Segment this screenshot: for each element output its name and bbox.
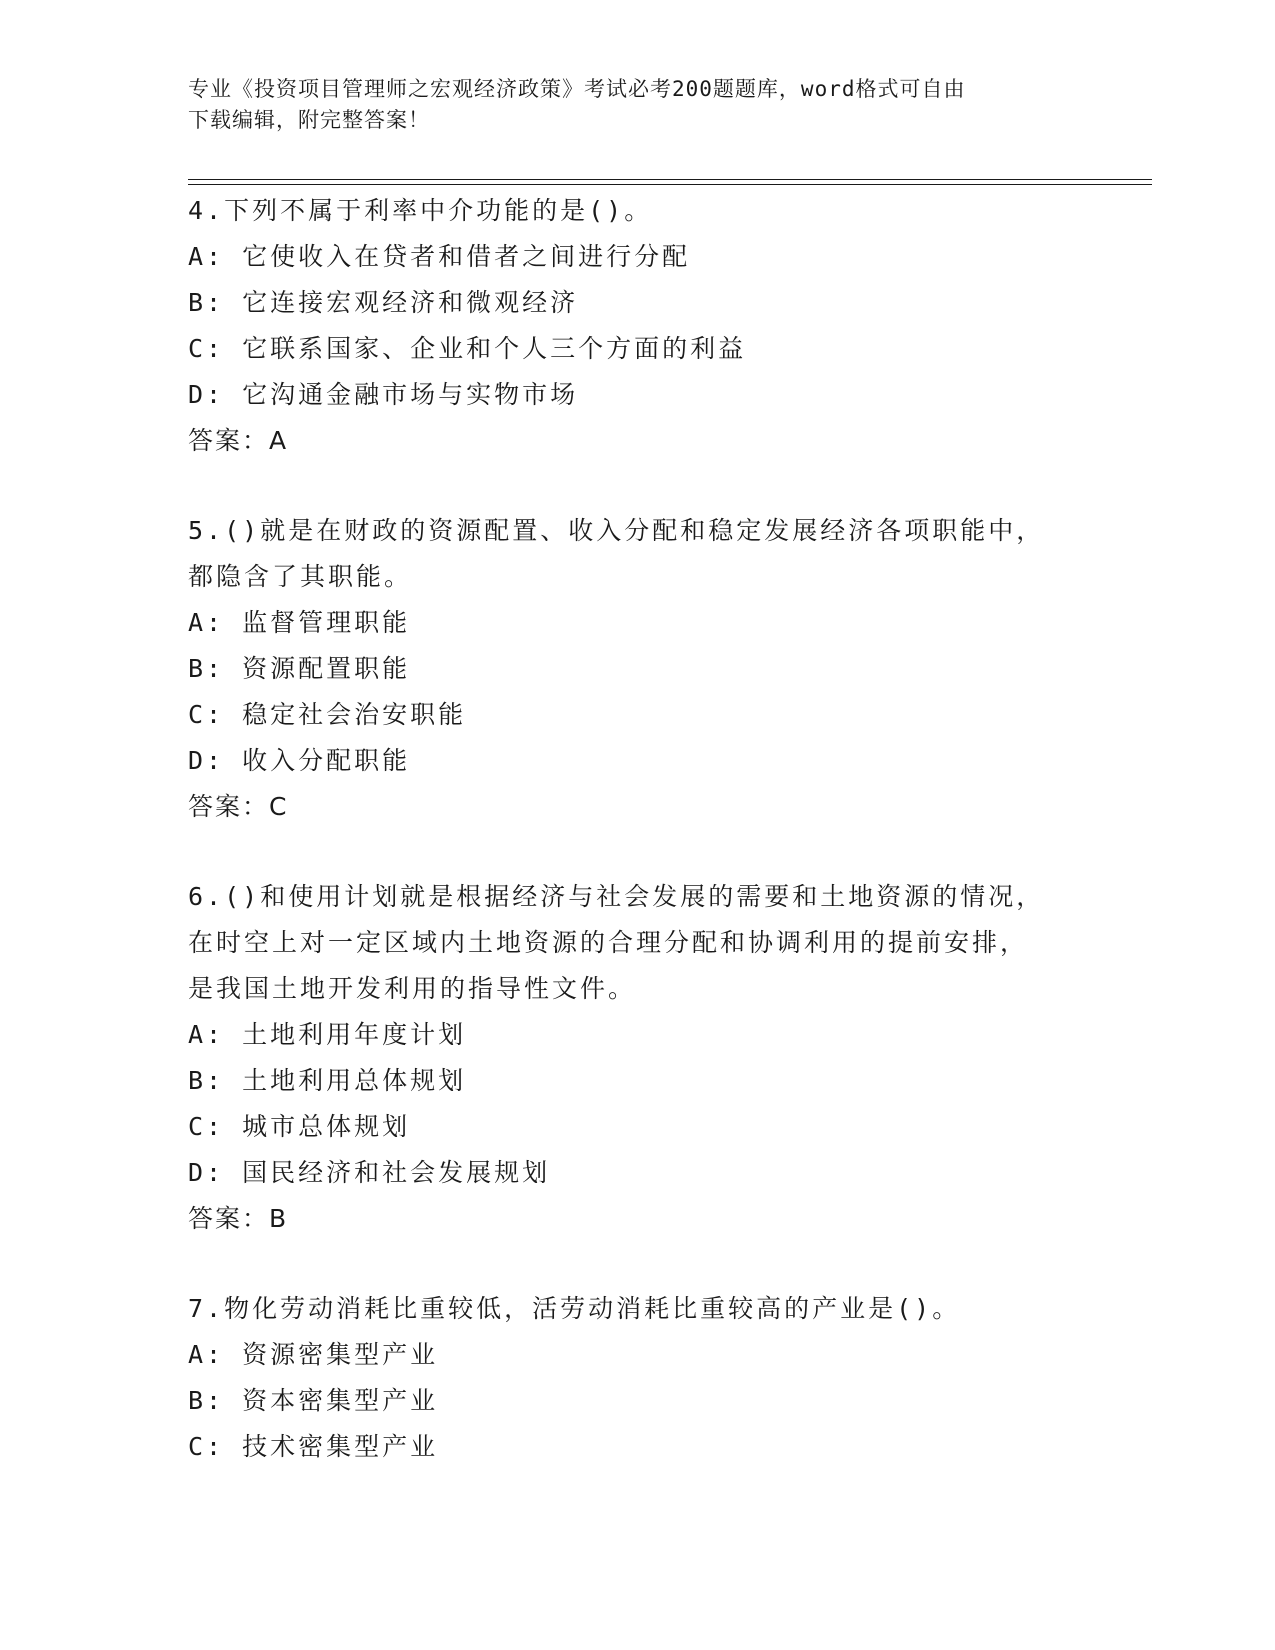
- question-stem: [188, 874, 1088, 1012]
- question-text: 是我国土地开发利用的指导性文件。: [188, 974, 637, 1003]
- header-line: 下载编辑，附完整答案！: [188, 108, 430, 132]
- option-b: B: 资源配置职能: [188, 654, 411, 683]
- question-text: 都隐含了其职能。: [188, 562, 413, 591]
- header-divider-top: [188, 179, 1152, 180]
- option-d: D: 国民经济和社会发展规划: [188, 1158, 551, 1187]
- header-line: 专业《投资项目管理师之宏观经济政策》考试必考200题题库，word格式可自由: [188, 77, 966, 101]
- option-b: B: 它连接宏观经济和微观经济: [188, 288, 579, 317]
- option-a: A: 它使收入在贷者和借者之间进行分配: [188, 242, 691, 271]
- option-b: B: 资本密集型产业: [188, 1386, 439, 1415]
- question-stem: [188, 1286, 1088, 1332]
- option-c: C: 城市总体规划: [188, 1112, 411, 1141]
- document-header: [188, 74, 1068, 136]
- question-text: 7.物化劳动消耗比重较低，活劳动消耗比重较高的产业是()。: [188, 1294, 961, 1323]
- question-text: 6.()和使用计划就是根据经济与社会发展的需要和土地资源的情况，: [188, 882, 1045, 911]
- question-text: 在时空上对一定区域内土地资源的合理分配和协调利用的提前安排，: [188, 928, 1029, 957]
- option-b: B: 土地利用总体规划: [188, 1066, 467, 1095]
- question-stem: [188, 188, 1088, 234]
- option-a: A: 土地利用年度计划: [188, 1020, 467, 1049]
- question-list: [188, 188, 1088, 1470]
- answer-text: 答案：A: [188, 426, 289, 455]
- option-c: C: 技术密集型产业: [188, 1432, 439, 1461]
- header-divider-bottom: [188, 184, 1152, 185]
- spacer: [188, 464, 1088, 508]
- question-4: [188, 188, 1088, 464]
- question-text: 5.()就是在财政的资源配置、收入分配和稳定发展经济各项职能中，: [188, 516, 1045, 545]
- question-6: [188, 874, 1088, 1242]
- question-text: 4.下列不属于利率中介功能的是()。: [188, 196, 653, 225]
- question-7: [188, 1286, 1088, 1470]
- answer-text: 答案：C: [188, 792, 289, 821]
- option-d: D: 收入分配职能: [188, 746, 411, 775]
- answer-text: 答案：B: [188, 1204, 289, 1233]
- option-c: C: 稳定社会治安职能: [188, 700, 467, 729]
- spacer: [188, 830, 1088, 874]
- question-5: [188, 508, 1088, 830]
- option-a: A: 资源密集型产业: [188, 1340, 439, 1369]
- option-c: C: 它联系国家、企业和个人三个方面的利益: [188, 334, 747, 363]
- spacer: [188, 1242, 1088, 1286]
- option-d: D: 它沟通金融市场与实物市场: [188, 380, 579, 409]
- question-stem: [188, 508, 1088, 600]
- option-a: A: 监督管理职能: [188, 608, 411, 637]
